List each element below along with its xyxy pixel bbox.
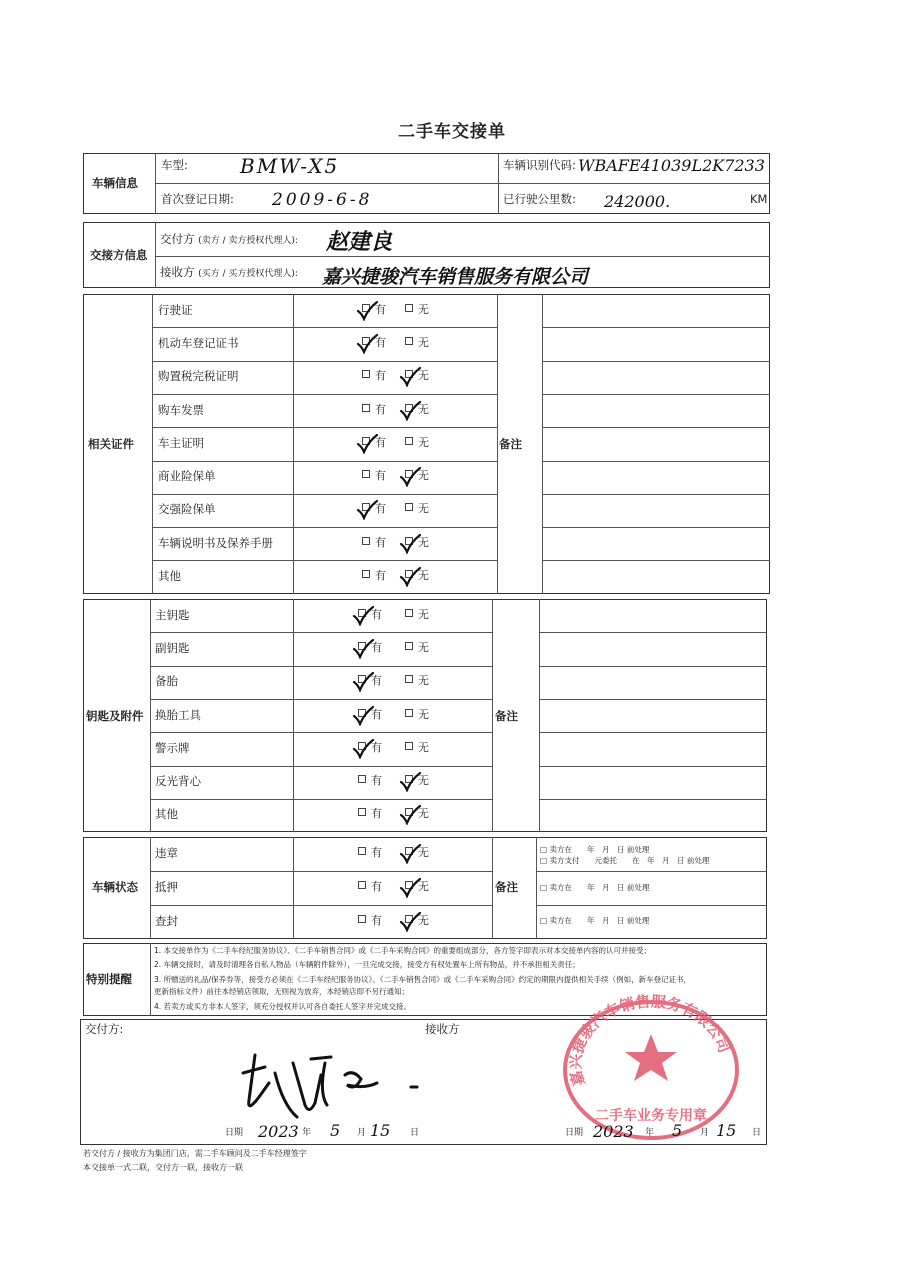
right-date-month: 5: [672, 1121, 683, 1140]
checkbox[interactable]: [358, 915, 366, 923]
option-no[interactable]: 无: [405, 369, 429, 383]
row-divider: [152, 494, 497, 495]
checkbox[interactable]: [405, 742, 413, 750]
option-no[interactable]: 无: [405, 403, 429, 417]
checkbox[interactable]: [405, 675, 413, 683]
checkbox[interactable]: [362, 370, 370, 378]
key-item-label: 备胎: [155, 674, 178, 689]
option-yes[interactable]: 有: [362, 369, 386, 383]
check-mark-icon: [399, 912, 421, 932]
documents-label: 相关证件: [88, 437, 134, 451]
check-mark-icon: [356, 334, 378, 354]
vin-value: WBAFE41039L2K7233: [578, 156, 765, 175]
check-mark-icon: [352, 672, 374, 692]
footer-line-1: 若交付方 / 接收方为集团门店，需二手车顾问及二手车经理签字: [83, 1149, 307, 1158]
row-divider: [152, 427, 497, 428]
check-mark-icon: [399, 367, 421, 387]
footer-line-2: 本交接单一式二联，交付方一联，接收方一联: [83, 1163, 243, 1172]
left-year-label: 年: [302, 1128, 312, 1138]
row-divider: [152, 327, 497, 328]
deliver-party-value: 赵建良: [326, 229, 393, 255]
status-item-label: 违章: [155, 846, 178, 860]
right-year-label: 年: [645, 1128, 655, 1138]
option-no[interactable]: 无: [405, 469, 429, 483]
option-no[interactable]: 无: [405, 641, 429, 655]
remark-line: [542, 560, 770, 561]
model-label: 车型:: [161, 158, 188, 172]
remark-line: [542, 427, 770, 428]
option-yes[interactable]: 有: [362, 502, 386, 516]
model-value: BMW-X5: [240, 154, 340, 178]
parties-label: 交接方信息: [90, 248, 148, 262]
left-month-label: 月: [357, 1128, 367, 1138]
option-yes[interactable]: 有: [362, 536, 386, 550]
option-no[interactable]: 无: [405, 336, 429, 350]
document-item-label: 车主证明: [158, 435, 204, 450]
special-label: 特别提醒: [86, 972, 132, 986]
left-date-label: 日期: [225, 1128, 244, 1138]
option-no[interactable]: 无: [405, 608, 429, 622]
document-item-label: 交强险保单: [158, 502, 216, 517]
status-remark-1a: □ 卖方在 年 月 日 前处理: [540, 845, 650, 854]
stamp-bottom-text: 二手车业务专用章: [595, 1108, 707, 1124]
option-yes[interactable]: 有: [362, 469, 386, 483]
row-divider: [152, 461, 497, 462]
check-mark-icon: [352, 739, 374, 759]
remark-line: [542, 361, 770, 362]
status-remark-3: □ 卖方在 年 月 日 前处理: [540, 916, 650, 925]
row-divider: [150, 766, 493, 767]
check-mark-icon: [356, 500, 378, 520]
check-mark-icon: [352, 706, 374, 726]
option-no[interactable]: 无: [405, 569, 429, 583]
vehicle-info-label: 车辆信息: [92, 176, 138, 190]
checkbox[interactable]: [358, 775, 366, 783]
remark-line: [539, 666, 767, 667]
special-line-2: 2. 车辆交接时，请及时清理各自私人物品（车辆附件除外），一旦完成交接，接受方有权处置车上所有物品，并不承担相关责任；: [154, 960, 580, 969]
key-item-label: 警示牌: [155, 740, 190, 755]
right-date-label: 日期: [565, 1128, 584, 1138]
checkbox[interactable]: [362, 570, 370, 578]
row-divider: [152, 361, 497, 362]
left-date-year: 2023: [258, 1122, 299, 1141]
deliver-party-label: 交付方 (卖方 / 卖方授权代理人):: [160, 232, 298, 246]
reg-date-label: 首次登记日期:: [161, 192, 234, 206]
status-item-label: 查封: [155, 914, 178, 928]
document-item-label: 购置税完税证明: [158, 369, 239, 384]
keys-label: 钥匙及附件: [86, 709, 144, 723]
row-divider: [152, 527, 497, 528]
receive-party-value: 嘉兴捷骏汽车销售服务有限公司: [322, 266, 589, 288]
option-yes[interactable]: 有: [358, 914, 382, 928]
right-day-label: 日: [752, 1128, 762, 1138]
remark-line: [539, 799, 767, 800]
remark-line: [542, 527, 770, 528]
option-no[interactable]: 无: [405, 674, 429, 688]
checkbox[interactable]: [362, 404, 370, 412]
checkbox[interactable]: [405, 337, 413, 345]
option-no[interactable]: 无: [405, 807, 429, 821]
option-yes[interactable]: 有: [358, 641, 382, 655]
special-line-1: 1. 本交接单作为《二手车经纪服务协议》、《二手车销售合同》或《二手车采购合同》的重要组成部分，各方签字即表示对本交接单内容的认可并接受；: [154, 946, 652, 955]
check-mark-icon: [356, 301, 378, 321]
remark-line: [539, 632, 767, 633]
check-mark-icon: [399, 567, 421, 587]
left-date-day: 15: [370, 1121, 391, 1140]
option-no[interactable]: 无: [405, 846, 429, 860]
row-divider: [150, 871, 493, 872]
status-remark-label: 备注: [495, 880, 518, 894]
checkbox[interactable]: [405, 437, 413, 445]
remark-line: [539, 766, 767, 767]
status-remark-1b: □ 卖方支付 元委托 在 年 月 日 前处理: [540, 856, 710, 865]
special-line-3: 3. 所赠送的礼品/保养券等，接受方必须在《二手车经纪服务协议》、《二手车销售合同》或《二手车采购合同》约定的期限内提供相关手续（例如，新车登记证书，: [154, 975, 692, 984]
option-no[interactable]: 无: [405, 436, 429, 450]
option-no[interactable]: 无: [405, 502, 429, 516]
option-no[interactable]: 无: [405, 303, 429, 317]
remark-line: [536, 905, 767, 906]
right-date-day: 15: [716, 1121, 737, 1140]
option-yes[interactable]: 有: [362, 436, 386, 450]
status-label: 车辆状态: [92, 880, 138, 894]
key-item-label: 反光背心: [155, 774, 201, 789]
option-yes[interactable]: 有: [358, 608, 382, 622]
option-no[interactable]: 无: [405, 774, 429, 788]
row-divider: [152, 394, 497, 395]
left-date-month: 5: [330, 1121, 341, 1140]
key-item-label: 主钥匙: [155, 607, 190, 622]
option-no[interactable]: 无: [405, 741, 429, 755]
checkbox[interactable]: [405, 642, 413, 650]
check-mark-icon: [399, 878, 421, 898]
row-divider: [152, 560, 497, 561]
document-item-label: 机动车登记证书: [158, 335, 239, 350]
row-divider: [150, 732, 493, 733]
remark-line: [539, 699, 767, 700]
document-item-label: 其他: [158, 569, 181, 584]
option-yes[interactable]: 有: [362, 303, 386, 317]
option-yes[interactable]: 有: [358, 807, 382, 821]
left-day-label: 日: [410, 1128, 420, 1138]
option-yes[interactable]: 有: [358, 674, 382, 688]
document-item-label: 购车发票: [158, 402, 204, 417]
remark-line: [542, 394, 770, 395]
option-no[interactable]: 无: [405, 708, 429, 722]
check-mark-icon: [399, 805, 421, 825]
mileage-label: 已行驶公里数:: [503, 192, 576, 206]
check-mark-icon: [399, 844, 421, 864]
option-no[interactable]: 无: [405, 880, 429, 894]
check-mark-icon: [356, 434, 378, 454]
status-item-label: 抵押: [155, 880, 178, 894]
check-mark-icon: [352, 606, 374, 626]
remark-line: [536, 871, 767, 872]
check-mark-icon: [399, 467, 421, 487]
documents-remark-label: 备注: [499, 437, 522, 451]
key-item-label: 其他: [155, 807, 178, 822]
document-item-label: 行驶证: [158, 302, 193, 317]
check-mark-icon: [399, 401, 421, 421]
page-title: 二手车交接单: [398, 122, 506, 142]
option-yes[interactable]: 有: [362, 336, 386, 350]
deliver-sign-label: 交付方:: [85, 1022, 124, 1036]
option-no[interactable]: 无: [405, 536, 429, 550]
option-yes[interactable]: 有: [362, 569, 386, 583]
reg-date-value: 2009-6-8: [272, 190, 373, 210]
check-mark-icon: [352, 639, 374, 659]
remark-line: [542, 494, 770, 495]
option-yes[interactable]: 有: [358, 708, 382, 722]
remark-line: [542, 461, 770, 462]
keys-remark-label: 备注: [495, 709, 518, 723]
check-mark-icon: [399, 772, 421, 792]
checkbox[interactable]: [405, 503, 413, 511]
checkbox[interactable]: [362, 470, 370, 478]
remark-line: [542, 327, 770, 328]
checkbox[interactable]: [405, 304, 413, 312]
checkbox[interactable]: [405, 709, 413, 717]
receive-party-label: 接收方 (买方 / 买方授权代理人):: [160, 265, 298, 279]
option-no[interactable]: 无: [405, 914, 429, 928]
checkbox[interactable]: [362, 537, 370, 545]
checkbox[interactable]: [358, 808, 366, 816]
option-yes[interactable]: 有: [358, 880, 382, 894]
key-item-label: 换胎工具: [155, 707, 201, 722]
special-line-4: 更新指标文件）前往本经销店领取，无则视为放弃，本经销店即不另行通知；: [154, 987, 409, 996]
row-divider: [150, 699, 493, 700]
handwritten-signature: [235, 1045, 420, 1125]
option-yes[interactable]: 有: [358, 741, 382, 755]
option-yes[interactable]: 有: [362, 403, 386, 417]
status-remark-2: □ 卖方在 年 月 日 前处理: [540, 883, 650, 892]
special-line-5: 4. 若卖方或买方非本人签字，须充分授权并认可各自委托人签字并完成交接。: [154, 1002, 412, 1011]
key-item-label: 副钥匙: [155, 640, 190, 655]
receive-sign-label: 接收方: [425, 1022, 460, 1036]
stamp-arc-text: 嘉兴捷骏汽车销售服务有限公司: [566, 992, 734, 1088]
right-date-year: 2023: [593, 1122, 634, 1141]
checkbox[interactable]: [358, 847, 366, 855]
row-divider: [150, 666, 493, 667]
row-divider: [150, 905, 493, 906]
row-divider: [150, 799, 493, 800]
check-mark-icon: [399, 534, 421, 554]
vin-label: 车辆识别代码:: [503, 158, 576, 172]
checkbox[interactable]: [405, 609, 413, 617]
row-divider: [150, 632, 493, 633]
option-yes[interactable]: 有: [358, 846, 382, 860]
option-yes[interactable]: 有: [358, 774, 382, 788]
remark-line: [539, 732, 767, 733]
mileage-unit: KM: [750, 192, 768, 206]
right-month-label: 月: [700, 1128, 710, 1138]
company-stamp: [555, 992, 745, 1142]
mileage-value: 242000.: [604, 192, 671, 211]
document-item-label: 车辆说明书及保养手册: [158, 535, 273, 550]
checkbox[interactable]: [358, 881, 366, 889]
document-item-label: 商业险保单: [158, 469, 216, 484]
